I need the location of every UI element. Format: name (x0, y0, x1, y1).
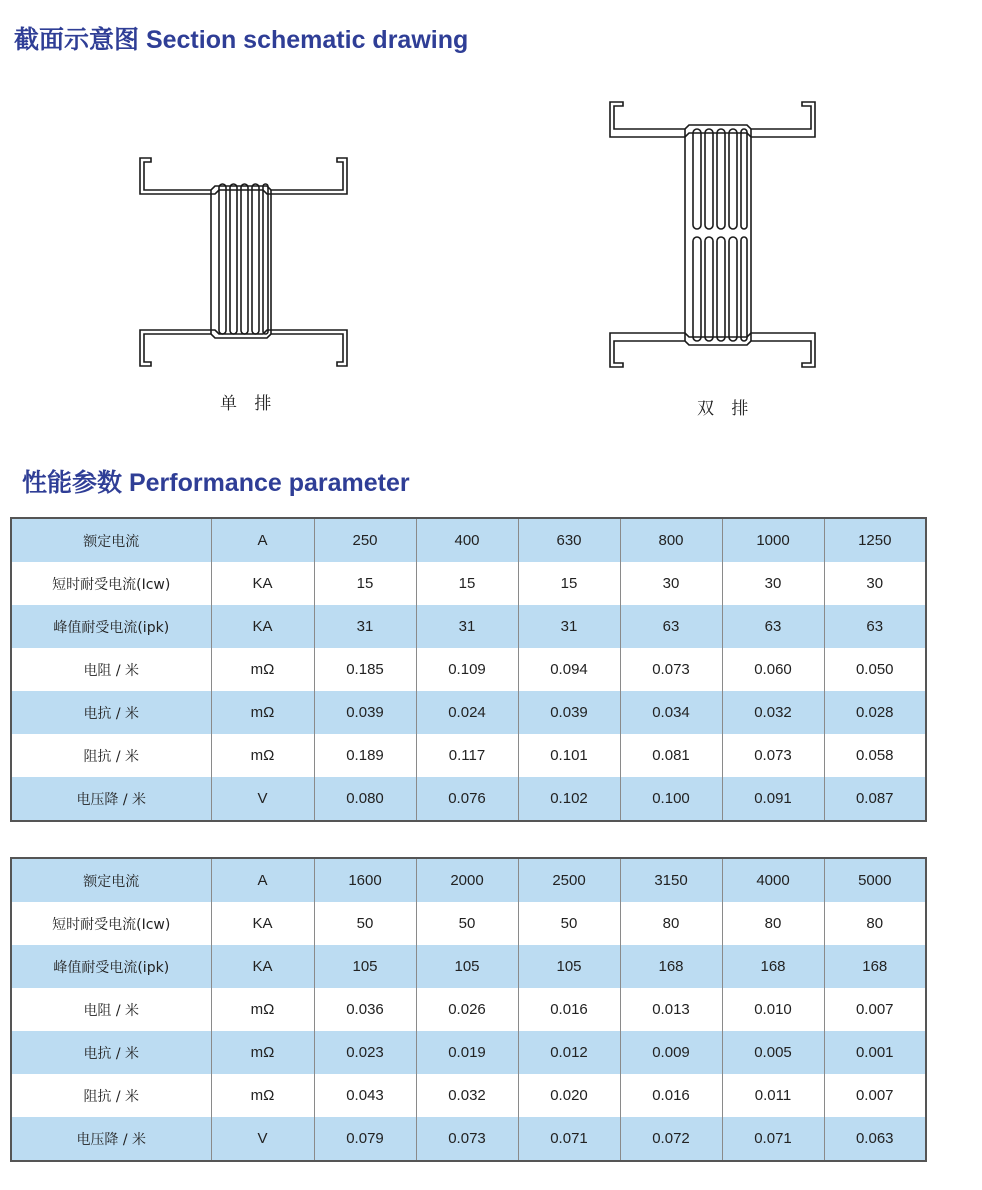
value-cell: 0.001 (824, 1031, 926, 1074)
value-cell: 50 (518, 902, 620, 945)
value-cell: 0.011 (722, 1074, 824, 1117)
value-cell: 0.073 (620, 648, 722, 691)
value-cell: 0.091 (722, 777, 824, 821)
value-cell: 63 (620, 605, 722, 648)
row-label-cell: 短时耐受电流(Icw) (11, 562, 211, 605)
unit-cell: KA (211, 562, 314, 605)
performance-table-2 (10, 857, 927, 1162)
value-cell: 0.039 (518, 691, 620, 734)
value-cell: 0.063 (824, 1117, 926, 1161)
row-label-cell: 额定电流 (11, 518, 211, 562)
value-cell: 0.109 (416, 648, 518, 691)
value-cell: 31 (416, 605, 518, 648)
table-row (11, 648, 926, 691)
value-cell: 3150 (620, 858, 722, 902)
value-cell: 400 (416, 518, 518, 562)
value-cell: 0.080 (314, 777, 416, 821)
value-cell: 0.071 (722, 1117, 824, 1161)
row-label-cell: 电压降 / 米 (11, 1117, 211, 1161)
unit-cell: mΩ (211, 1031, 314, 1074)
value-cell: 0.094 (518, 648, 620, 691)
table-row (11, 605, 926, 648)
value-cell: 0.016 (518, 988, 620, 1031)
row-label-cell: 电压降 / 米 (11, 777, 211, 821)
value-cell: 0.026 (416, 988, 518, 1031)
value-cell: 0.076 (416, 777, 518, 821)
value-cell: 50 (416, 902, 518, 945)
table-row (11, 902, 926, 945)
table-row (11, 691, 926, 734)
unit-cell: mΩ (211, 988, 314, 1031)
row-label-cell: 电抗 / 米 (11, 691, 211, 734)
single-row-section-drawing (135, 150, 355, 375)
value-cell: 0.117 (416, 734, 518, 777)
unit-cell: KA (211, 605, 314, 648)
value-cell: 63 (722, 605, 824, 648)
table-row (11, 945, 926, 988)
row-label-cell: 峰值耐受电流(ipk) (11, 605, 211, 648)
value-cell: 0.016 (620, 1074, 722, 1117)
performance-parameter-heading: 性能参数 Performance parameter (22, 469, 410, 497)
value-cell: 80 (620, 902, 722, 945)
table-row (11, 1117, 926, 1161)
double-row-caption: 双 排 (697, 399, 755, 419)
value-cell: 2500 (518, 858, 620, 902)
value-cell: 168 (824, 945, 926, 988)
value-cell: 0.032 (416, 1074, 518, 1117)
row-label-cell: 阻抗 / 米 (11, 1074, 211, 1117)
value-cell: 0.079 (314, 1117, 416, 1161)
value-cell: 0.013 (620, 988, 722, 1031)
value-cell: 0.024 (416, 691, 518, 734)
value-cell: 0.058 (824, 734, 926, 777)
value-cell: 0.007 (824, 1074, 926, 1117)
table-row (11, 988, 926, 1031)
table-row (11, 518, 926, 562)
unit-cell: mΩ (211, 734, 314, 777)
value-cell: 1000 (722, 518, 824, 562)
value-cell: 0.100 (620, 777, 722, 821)
unit-cell: A (211, 858, 314, 902)
performance-table-1 (10, 517, 927, 822)
table-row (11, 777, 926, 821)
value-cell: 0.019 (416, 1031, 518, 1074)
row-label-cell: 峰值耐受电流(ipk) (11, 945, 211, 988)
unit-cell: mΩ (211, 691, 314, 734)
table-row (11, 734, 926, 777)
value-cell: 0.043 (314, 1074, 416, 1117)
value-cell: 30 (620, 562, 722, 605)
unit-cell: mΩ (211, 1074, 314, 1117)
row-label-cell: 电抗 / 米 (11, 1031, 211, 1074)
row-label-cell: 额定电流 (11, 858, 211, 902)
value-cell: 63 (824, 605, 926, 648)
row-label-cell: 短时耐受电流(Icw) (11, 902, 211, 945)
value-cell: 0.189 (314, 734, 416, 777)
value-cell: 30 (722, 562, 824, 605)
value-cell: 0.073 (416, 1117, 518, 1161)
value-cell: 0.050 (824, 648, 926, 691)
unit-cell: V (211, 1117, 314, 1161)
value-cell: 250 (314, 518, 416, 562)
value-cell: 105 (314, 945, 416, 988)
value-cell: 5000 (824, 858, 926, 902)
value-cell: 15 (518, 562, 620, 605)
unit-cell: A (211, 518, 314, 562)
unit-cell: KA (211, 902, 314, 945)
value-cell: 0.005 (722, 1031, 824, 1074)
value-cell: 0.102 (518, 777, 620, 821)
unit-cell: KA (211, 945, 314, 988)
row-label-cell: 阻抗 / 米 (11, 734, 211, 777)
value-cell: 0.073 (722, 734, 824, 777)
single-row-caption: 单 排 (220, 394, 278, 414)
table-row (11, 1074, 926, 1117)
value-cell: 0.087 (824, 777, 926, 821)
value-cell: 31 (314, 605, 416, 648)
value-cell: 31 (518, 605, 620, 648)
value-cell: 0.032 (722, 691, 824, 734)
value-cell: 15 (416, 562, 518, 605)
value-cell: 0.012 (518, 1031, 620, 1074)
value-cell: 1250 (824, 518, 926, 562)
row-label-cell: 电阻 / 米 (11, 988, 211, 1031)
value-cell: 4000 (722, 858, 824, 902)
value-cell: 0.101 (518, 734, 620, 777)
value-cell: 0.039 (314, 691, 416, 734)
value-cell: 0.060 (722, 648, 824, 691)
table-row (11, 1031, 926, 1074)
value-cell: 15 (314, 562, 416, 605)
section-drawing-heading: 截面示意图 Section schematic drawing (14, 26, 469, 54)
value-cell: 50 (314, 902, 416, 945)
value-cell: 0.034 (620, 691, 722, 734)
value-cell: 30 (824, 562, 926, 605)
value-cell: 0.023 (314, 1031, 416, 1074)
value-cell: 80 (824, 902, 926, 945)
value-cell: 0.072 (620, 1117, 722, 1161)
value-cell: 105 (518, 945, 620, 988)
value-cell: 168 (722, 945, 824, 988)
value-cell: 1600 (314, 858, 416, 902)
unit-cell: V (211, 777, 314, 821)
value-cell: 0.185 (314, 648, 416, 691)
value-cell: 0.028 (824, 691, 926, 734)
value-cell: 800 (620, 518, 722, 562)
value-cell: 630 (518, 518, 620, 562)
value-cell: 0.071 (518, 1117, 620, 1161)
unit-cell: mΩ (211, 648, 314, 691)
value-cell: 168 (620, 945, 722, 988)
value-cell: 0.020 (518, 1074, 620, 1117)
value-cell: 105 (416, 945, 518, 988)
value-cell: 0.010 (722, 988, 824, 1031)
value-cell: 0.081 (620, 734, 722, 777)
row-label-cell: 电阻 / 米 (11, 648, 211, 691)
table-row (11, 858, 926, 902)
table-row (11, 562, 926, 605)
value-cell: 0.007 (824, 988, 926, 1031)
value-cell: 0.036 (314, 988, 416, 1031)
value-cell: 0.009 (620, 1031, 722, 1074)
double-row-section-drawing (603, 95, 823, 380)
value-cell: 80 (722, 902, 824, 945)
value-cell: 2000 (416, 858, 518, 902)
